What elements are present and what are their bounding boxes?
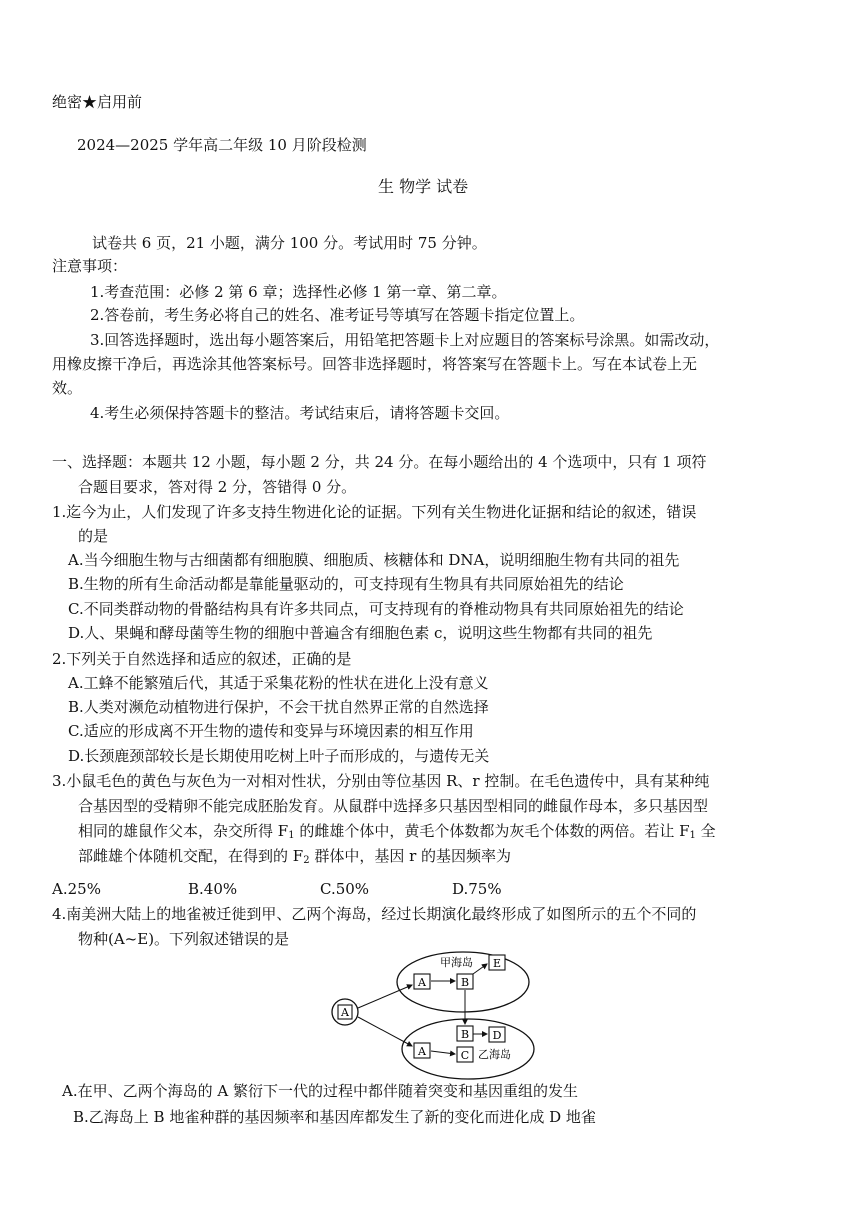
q4-option-a: A.在甲、乙两个海岛的 A 繁衍下一代的过程中都伴随着突变和基因重组的发生 (62, 1082, 578, 1100)
notes-heading: 注意事项： (52, 257, 128, 275)
label-a-main: A (341, 1006, 349, 1019)
q3-stem-4-sub: 2 (303, 855, 310, 866)
q3-stem-3b: 的雌雄个体中，黄毛个体数都为灰毛个体数的两倍。若让 F (294, 822, 690, 840)
speciation-diagram (328, 950, 528, 1080)
note-3-line3: 效。 (52, 379, 83, 397)
q3-option-a: A.25% (52, 880, 101, 898)
note-3-line2: 用橡皮擦干净后，再选涂其他答案标号。回答非选择题时，将答案写在答题卡上。写在本试卷上无 (52, 355, 698, 373)
label-d: D (492, 1029, 502, 1042)
label-b-yi: B (460, 1028, 470, 1041)
exam-intro: 试卷共 6 页，21 小题，满分 100 分。考试用时 75 分钟。 (92, 234, 487, 252)
q1-stem: 1.迄今为止，人们发现了许多支持生物进化论的证据。下列有关生物进化证据和结论的叙述，错误 (52, 503, 697, 521)
q3-option-d: D.75% (452, 880, 502, 898)
q1-option-a: A.当今细胞生物与古细菌都有细胞膜、细胞质、核糖体和 DNA，说明细胞生物有共同的祖先 (68, 551, 680, 569)
note-4: 4.考生必须保持答题卡的整洁。考试结束后，请将答题卡交回。 (90, 404, 510, 422)
note-3-line1: 3.回答选择题时，选出每小题答案后，用铅笔把答题卡上对应题目的答案标号涂黑。如需改动， (90, 331, 720, 349)
island-jia-label: 甲海岛 (440, 956, 473, 969)
section1-heading-cont: 合题目要求，答对得 2 分，答错得 0 分。 (78, 478, 357, 496)
q3-option-c: C.50% (320, 880, 370, 898)
q3-stem-3c: 全 (695, 822, 716, 840)
arrow-a-c-yi (431, 1051, 455, 1054)
island-yi-label: 乙海岛 (478, 1048, 511, 1061)
q3-stem-1: 3.小鼠毛色的黄色与灰色为一对相对性状，分别由等位基因 R、r 控制。在毛色遗传中，具有某种纯 (52, 772, 710, 790)
label-c: C (460, 1049, 470, 1062)
arrow-to-jia (358, 985, 412, 1008)
q1-option-b: B.生物的所有生命活动都是靠能量驱动的，可支持现有生物具有共同原始祖先的结论 (68, 575, 624, 593)
q4-stem-cont: 物种(A~E)。下列叙述错误的是 (78, 930, 290, 948)
q3-option-b: B.40% (188, 880, 238, 898)
q2-option-c: C.适应的形成离不开生物的遗传和变异与环境因素的相互作用 (68, 722, 474, 740)
q1-option-c: C.不同类群动物的骨骼结构具有许多共同点，可支持现有的脊椎动物具有共同原始祖先的结论 (68, 600, 684, 618)
arrow-to-yi (358, 1017, 412, 1046)
exam-title: 2024—2025 学年高二年级 10 月阶段检测 (77, 136, 367, 154)
q4-option-b: B.乙海岛上 B 地雀种群的基因频率和基因库都发生了新的变化而进化成 D 地雀 (73, 1108, 596, 1126)
note-1: 1.考查范围：必修 2 第 6 章；选择性必修 1 第一章、第二章。 (90, 283, 507, 301)
q2-option-d: D.长颈鹿颈部较长是长期使用吃树上叶子而形成的，与遗传无关 (68, 747, 490, 765)
q3-stem-3 (78, 821, 716, 846)
q3-stem-4b: 群体中，基因 r 的基因频率为 (309, 847, 512, 865)
label-b-jia: B (460, 976, 470, 989)
arrow-b-e (473, 964, 487, 974)
secret-label: 绝密★启用前 (52, 93, 143, 111)
q3-stem-4 (78, 846, 511, 871)
q3-stem-3-sub2: 1 (689, 830, 696, 841)
q2-stem: 2.下列关于自然选择和适应的叙述，正确的是 (52, 650, 352, 668)
q3-stem-3a: 相同的雄鼠作父本，杂交所得 F (78, 822, 289, 840)
label-a-jia: A (418, 976, 426, 989)
note-2: 2.答卷前，考生务必将自己的姓名、准考证号等填写在答题卡指定位置上。 (90, 306, 585, 324)
q3-stem-3-sub: 1 (288, 830, 295, 841)
section1-heading: 一、选择题：本题共 12 小题，每小题 2 分，共 24 分。在每小题给出的 4 个选项中，只有 1 项符 (52, 453, 707, 471)
q2-option-a: A.工蜂不能繁殖后代，其适于采集花粉的性状在进化上没有意义 (68, 674, 489, 692)
q1-option-d: D.人、果蝇和酵母菌等生物的细胞中普遍含有细胞色素 c，说明这些生物都有共同的祖先 (68, 624, 653, 642)
q2-option-b: B.人类对濒危动植物进行保护，不会干扰自然界正常的自然选择 (68, 698, 489, 716)
q1-stem-cont: 的是 (78, 527, 109, 545)
q4-stem: 4.南美洲大陆上的地雀被迁徙到甲、乙两个海岛，经过长期演化最终形成了如图所示的五个不同的 (52, 905, 697, 923)
subject-title: 生 物学 试卷 (378, 177, 469, 196)
q3-stem-4a: 部雌雄个体随机交配，在得到的 F (78, 847, 304, 865)
label-e: E (492, 957, 502, 970)
label-a-yi: A (418, 1045, 426, 1058)
q3-stem-2: 合基因型的受精卵不能完成胚胎发育。从鼠群中选择多只基因型相同的雌鼠作母本，多只基因型 (78, 797, 709, 815)
